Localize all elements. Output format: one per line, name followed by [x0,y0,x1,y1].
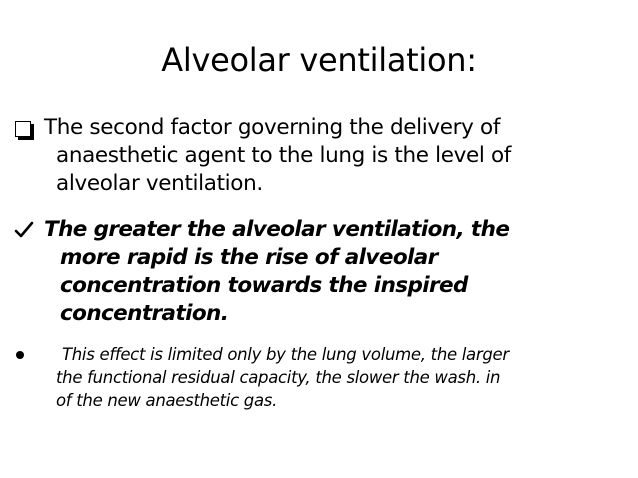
bullet-line: more rapid is the rise of alveolar [60,245,438,270]
bullet-line: concentration towards the inspired [60,273,468,298]
bullet-item-greater-ventilation [14,216,509,328]
bullet-text [40,216,509,328]
bullet-line: the functional residual capacity, the slower the wash. in [56,368,501,387]
checkmark-icon [14,216,40,244]
round-bullet-icon [14,343,56,366]
bullet-item-delivery-factor [14,114,511,198]
bullet-line: This effect is limited only by the lung volume, the larger [62,345,509,364]
bullet-line: anaesthetic agent to the lung is the level of [56,143,511,168]
bullet-text [42,114,511,198]
bullet-line: of the new anaesthetic gas. [56,391,278,410]
bullet-item-effect-limited [14,343,509,412]
bullet-text [52,343,509,412]
bullet-line: alveolar ventilation. [56,171,263,196]
slide-title: Alveolar ventilation: [161,41,477,79]
bullet-line: concentration. [60,301,229,326]
bullet-line: The second factor governing the delivery of [44,115,501,140]
checkbox-square-icon [14,114,42,142]
bullet-line: The greater the alveolar ventilation, the [44,217,510,242]
